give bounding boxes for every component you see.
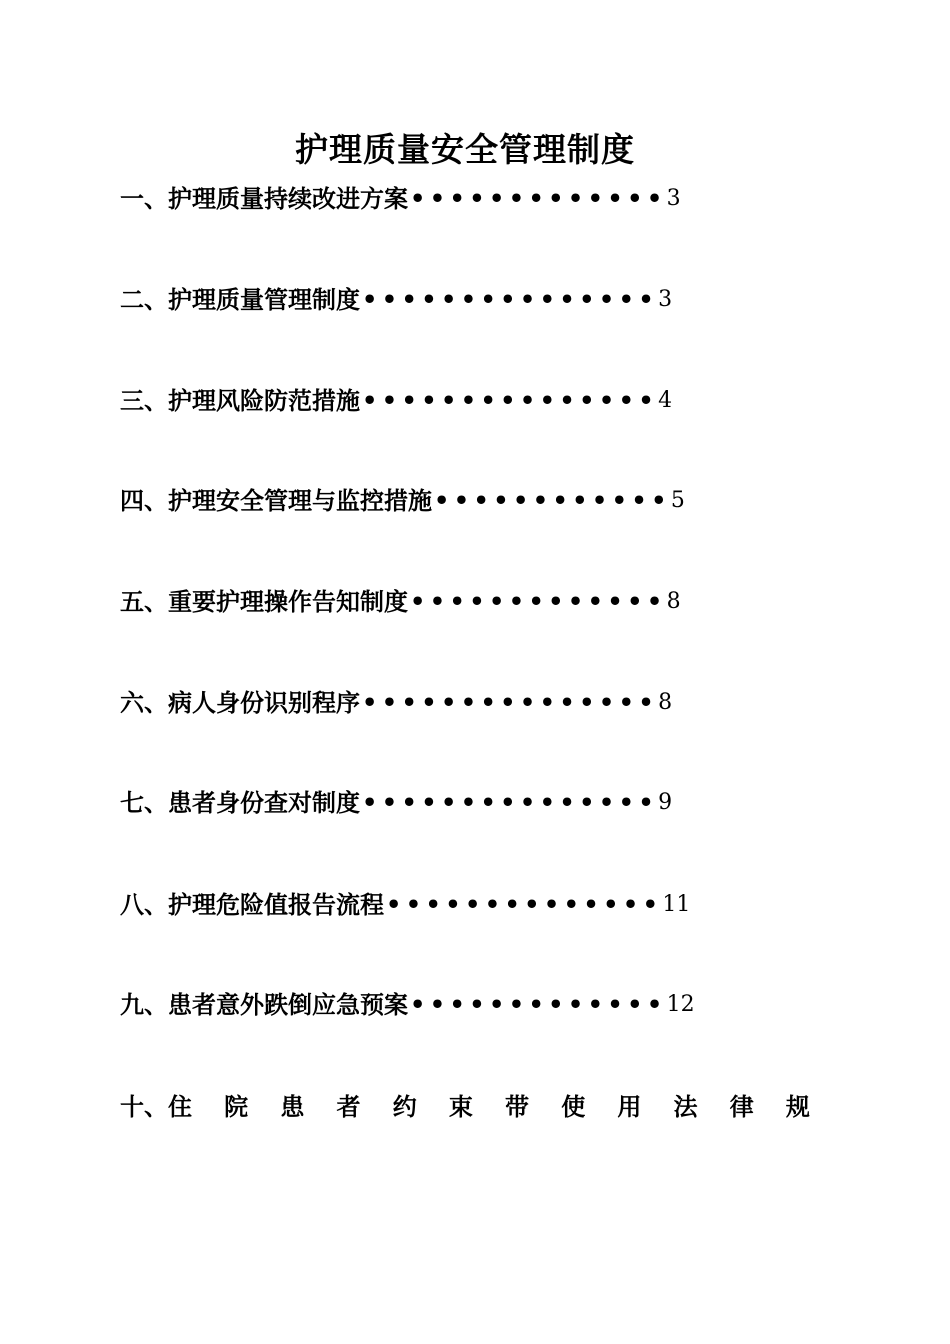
toc-char: 法	[673, 1092, 698, 1121]
toc-entry[interactable]	[120, 985, 695, 1025]
toc-entry[interactable]	[120, 783, 672, 823]
toc-entry[interactable]	[120, 179, 681, 219]
toc-page-number: 9	[658, 790, 673, 815]
toc-char: 院	[224, 1092, 249, 1121]
toc-leader-dots: •••••••••••••••	[362, 285, 659, 314]
toc-entry-label: 四、护理安全管理与监控措施	[120, 486, 432, 515]
toc-leader-dots: •••••••••••••••	[362, 386, 659, 415]
toc-page-number: 8	[658, 690, 673, 715]
toc-entry[interactable]	[120, 381, 672, 421]
toc-char: 带	[505, 1092, 530, 1121]
toc-leader-dots: •••••••••••••••	[362, 688, 659, 717]
toc-leader-dots: •••••••••••••	[410, 184, 667, 213]
toc-entry-label: 九、患者意外跌倒应急预案	[120, 990, 408, 1019]
toc-page-number: 4	[658, 388, 673, 413]
toc-entry[interactable]	[120, 481, 685, 521]
toc-entry[interactable]	[120, 683, 672, 723]
toc-entry-label: 七、患者身份查对制度	[120, 788, 360, 817]
toc-entry[interactable]	[120, 582, 681, 622]
toc-page-number: 12	[666, 992, 695, 1017]
toc-leader-dots: •••••••••••••	[410, 990, 667, 1019]
toc-char: 十、住	[120, 1092, 192, 1121]
toc-entry-label: 一、护理质量持续改进方案	[120, 184, 408, 213]
toc-page-number: 8	[666, 589, 681, 614]
toc-char: 律	[729, 1092, 754, 1121]
toc-leader-dots: •••••••••••••	[410, 587, 667, 616]
toc-entry-label: 五、重要护理操作告知制度	[120, 587, 408, 616]
toc-char: 用	[617, 1092, 642, 1121]
toc-page-number: 11	[662, 892, 691, 917]
toc-char: 束	[448, 1092, 473, 1121]
toc-char: 使	[561, 1092, 586, 1121]
toc-char: 规	[785, 1092, 810, 1121]
toc-entry-label: 六、病人身份识别程序	[120, 688, 360, 717]
toc-char: 患	[280, 1092, 305, 1121]
toc-entry[interactable]	[120, 885, 690, 925]
toc-page-number: 5	[670, 488, 685, 513]
toc-entry-label: 二、护理质量管理制度	[120, 285, 360, 314]
toc-leader-dots: ••••••••••••	[434, 486, 671, 515]
toc-entry-label: 八、护理危险值报告流程	[120, 890, 384, 919]
page-title: 护理质量安全管理制度	[295, 130, 635, 169]
toc-char: 约	[392, 1092, 417, 1121]
toc-page-number: 3	[666, 186, 681, 211]
toc-char: 者	[336, 1092, 361, 1121]
toc-leader-dots: •••••••••••••••	[362, 788, 659, 817]
toc-leader-dots: ••••••••••••••	[386, 890, 663, 919]
toc-page-number: 3	[658, 287, 673, 312]
toc-entry-label: 三、护理风险防范措施	[120, 386, 360, 415]
toc-entry-truncated[interactable]	[120, 1087, 810, 1127]
toc-entry[interactable]	[120, 280, 672, 320]
